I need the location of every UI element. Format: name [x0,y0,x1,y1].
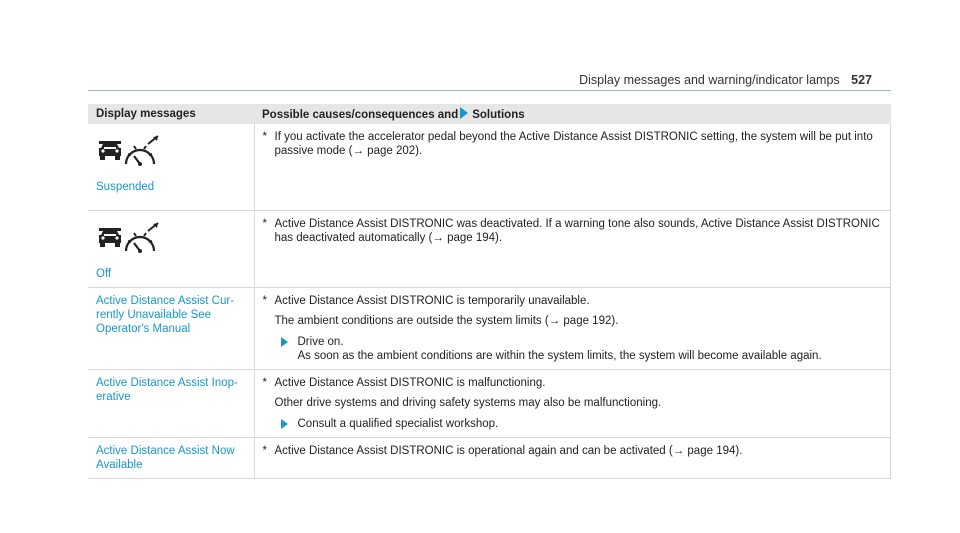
solution-step-text: Drive on. [297,335,344,348]
cause-cell [254,369,891,437]
col-header-display-messages: Display messages [88,104,254,124]
solution-step [263,417,883,431]
page-number: 527 [851,73,872,87]
distronic-speedometer-icon [96,221,160,261]
solution-step-text: Consult a qualified specialist workshop. [297,417,499,430]
table-row [88,124,891,210]
bullet-symbol: * [262,444,267,457]
message-line: rently Unavailable See [96,308,212,321]
cause-item [263,217,883,245]
cause-item [263,444,883,458]
col-header-causes-label: Possible causes/consequences and [262,109,459,121]
message-cell [88,124,254,210]
bullet-symbol: * [262,131,267,143]
message-line: Active Distance Assist Inop- [96,376,238,389]
cause-text: Active Distance Assist DISTRONIC was deactivated. If a warning tone also sounds, Active Distance Assist DISTRONIC has deactivated automatically (→ page 194). [274,217,880,244]
cause-item [263,294,883,308]
table-row [88,210,891,287]
table-row [88,369,891,437]
message-cell [88,369,254,437]
bullet-symbol: * [262,217,267,230]
cause-text: If you activate the accelerator pedal beyond the Active Distance Assist DISTRONIC setting, the system will be put into passive mode (→ page 202). [274,131,873,157]
page-header [0,73,872,87]
cause-text: Active Distance Assist DISTRONIC is operational again and can be activated (→ page 194). [274,444,743,457]
solutions-arrow-icon [460,107,468,119]
table-header-row [88,104,891,124]
message-line: erative [96,390,131,403]
solution-step [263,335,883,363]
message-cell [88,210,254,287]
cause-text: Active Distance Assist DISTRONIC is temporarily unavailable. [274,294,590,307]
table-row [88,287,891,369]
cause-cell [254,287,891,369]
message-line: Active Distance Assist Cur- [96,294,235,307]
message-label-off: Off [96,267,112,280]
message-line: Available [96,458,143,471]
solution-step-detail: As soon as the ambient conditions are within the system limits, the system will become available again. [297,349,822,362]
message-cell [88,287,254,369]
cause-cell [254,124,891,210]
cause-text: Active Distance Assist DISTRONIC is malfunctioning. [274,376,546,389]
header-rule [88,90,891,91]
solution-arrow-icon [281,337,288,347]
cause-cell [254,437,891,478]
solution-arrow-icon [281,419,288,429]
bullet-symbol: * [262,294,267,307]
display-messages-table [88,104,891,479]
message-label-suspended: Suspended [96,181,155,193]
message-cell [88,437,254,478]
cause-item [263,130,883,158]
col-header-causes [254,104,891,124]
message-line: Operator's Manual [96,322,191,335]
page-header-title: Display messages and warning/indicator lamps [579,73,840,87]
distronic-speedometer-icon [96,134,160,174]
cause-detail: The ambient conditions are outside the system limits (→ page 192). [274,314,619,327]
message-line: Active Distance Assist Now [96,444,235,457]
bullet-symbol: * [262,376,267,389]
cause-detail: Other drive systems and driving safety systems may also be malfunctioning. [274,396,662,409]
table-row [88,437,891,478]
col-header-solutions-label: Solutions [472,109,525,121]
cause-cell [254,210,891,287]
cause-item [263,376,883,390]
